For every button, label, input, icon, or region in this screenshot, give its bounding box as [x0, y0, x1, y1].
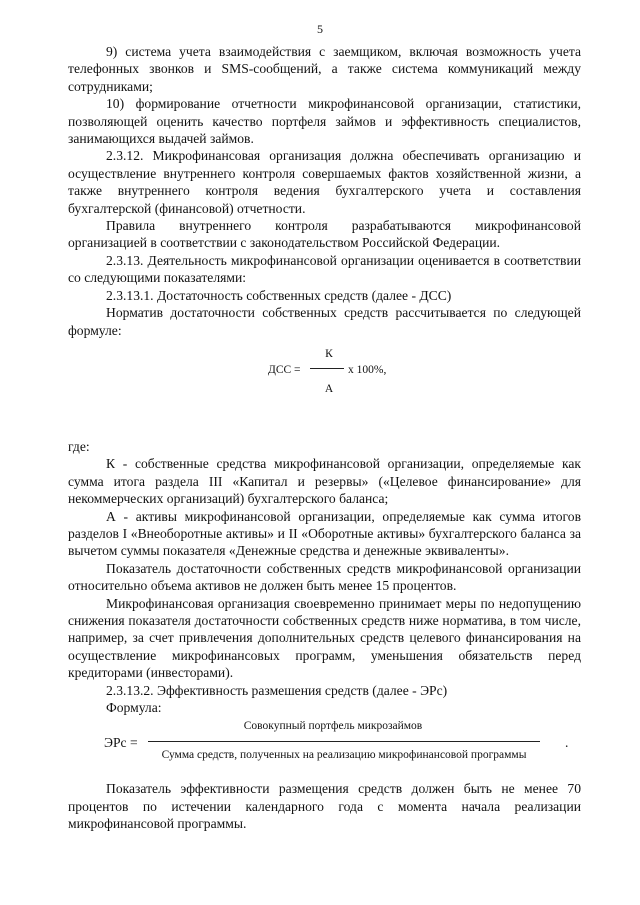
formula-ers-trailing: . — [565, 735, 569, 751]
paragraph-a-definition: А - активы микрофинансовой организации, определяемые как сумма итогов разделов I «Внеоборотные активы» и II «Оборотные активы» бухгалтерского баланса за вычетом суммы показателя «Денежные средства и денежные эквиваленты». — [68, 508, 581, 559]
page-number: 5 — [317, 22, 323, 36]
paragraph-item-9: 9) система учета взаимодействия с заемщиком, включая возможность учета телефонных звонков и SMS-сообщений, а также система коммуникаций между сотрудниками; — [68, 44, 581, 94]
paragraph-ers-minimum: Показатель эффективности размещения средств должен быть не менее 70 процентов по истечении календарного года с момента начала реализации микрофинансовой программы. — [68, 781, 581, 832]
heading-2-3-13-1: 2.3.13.1. Достаточность собственных средств (далее - ДСС) — [106, 287, 452, 303]
formula-ers-lhs: ЭРс = — [104, 735, 138, 751]
formula-dss — [68, 342, 581, 418]
formula-ers-denominator: Сумма средств, полученных на реализацию микрофинансовой программы — [161, 749, 527, 762]
where-label: где: — [68, 438, 90, 454]
paragraph-item-10: 10) формирование отчетности микрофинансовой организации, статистики, позволяющей оценить качество портфеля займов и эффективность специалистов, занимающихся выдачей займов. — [68, 96, 581, 147]
document-body — [68, 43, 581, 833]
formula-dss-rhs: x 100%, — [348, 363, 387, 376]
heading-2-3-13-2: 2.3.13.2. Эффективность размешения средств (далее - ЭРс) — [106, 682, 448, 698]
formula-dss-lhs: ДСС = — [268, 363, 301, 376]
formula-ers-fraction-bar — [148, 741, 540, 742]
formula-dss-fraction-bar — [310, 368, 344, 369]
paragraph-2-3-13: 2.3.13. Деятельность микрофинансовой организации оценивается в соответствии со следующими показателями: — [68, 252, 581, 286]
paragraph-2-3-12: 2.3.12. Микрофинансовая организация должна обеспечивать организацию и осуществление внутреннего контроля совершаемых фактов хозяйственной жизни, а также внутреннего контроля ведения бухгалтерского учета и составления бухгалтерской (финансовой) отчетности. — [68, 148, 581, 216]
formula-ers — [68, 718, 581, 766]
formula-dss-denominator: А — [324, 382, 334, 395]
formula-label: Формула: — [106, 700, 162, 715]
paragraph-internal-control-rules: Правила внутреннего контроля разрабатываются микрофинансовой организацией в соответствии с законодательством Российской Федерации. — [68, 218, 581, 251]
paragraph-k-definition: К - собственные средства микрофинансовой организации, определяемые как сумма итога раздела III «Капитал и резервы» («Целевое финансирование» для некоммерческих организаций) бухгалтерского баланса; — [68, 456, 581, 507]
formula-dss-numerator: К — [325, 347, 333, 360]
paragraph-dss-norm: Норматив достаточности собственных средств рассчитывается по следующей формуле: — [68, 305, 581, 338]
formula-ers-numerator: Совокупный портфель микрозаймов — [243, 720, 423, 733]
paragraph-dss-measures: Микрофинансовая организация своевременно принимает меры по недопущению снижения показателя достаточности собственных средств ниже норматива, в том числе, например, за счет привлечения дополнительных средств целевого финансирования на осуществление микрофинансовых программ, уменьшения обязательств перед кредиторами (инвесторами). — [68, 595, 581, 681]
paragraph-dss-minimum: Показатель достаточности собственных средств микрофинансовой организации относительно объема активов не должен быть менее 15 процентов. — [68, 560, 581, 594]
